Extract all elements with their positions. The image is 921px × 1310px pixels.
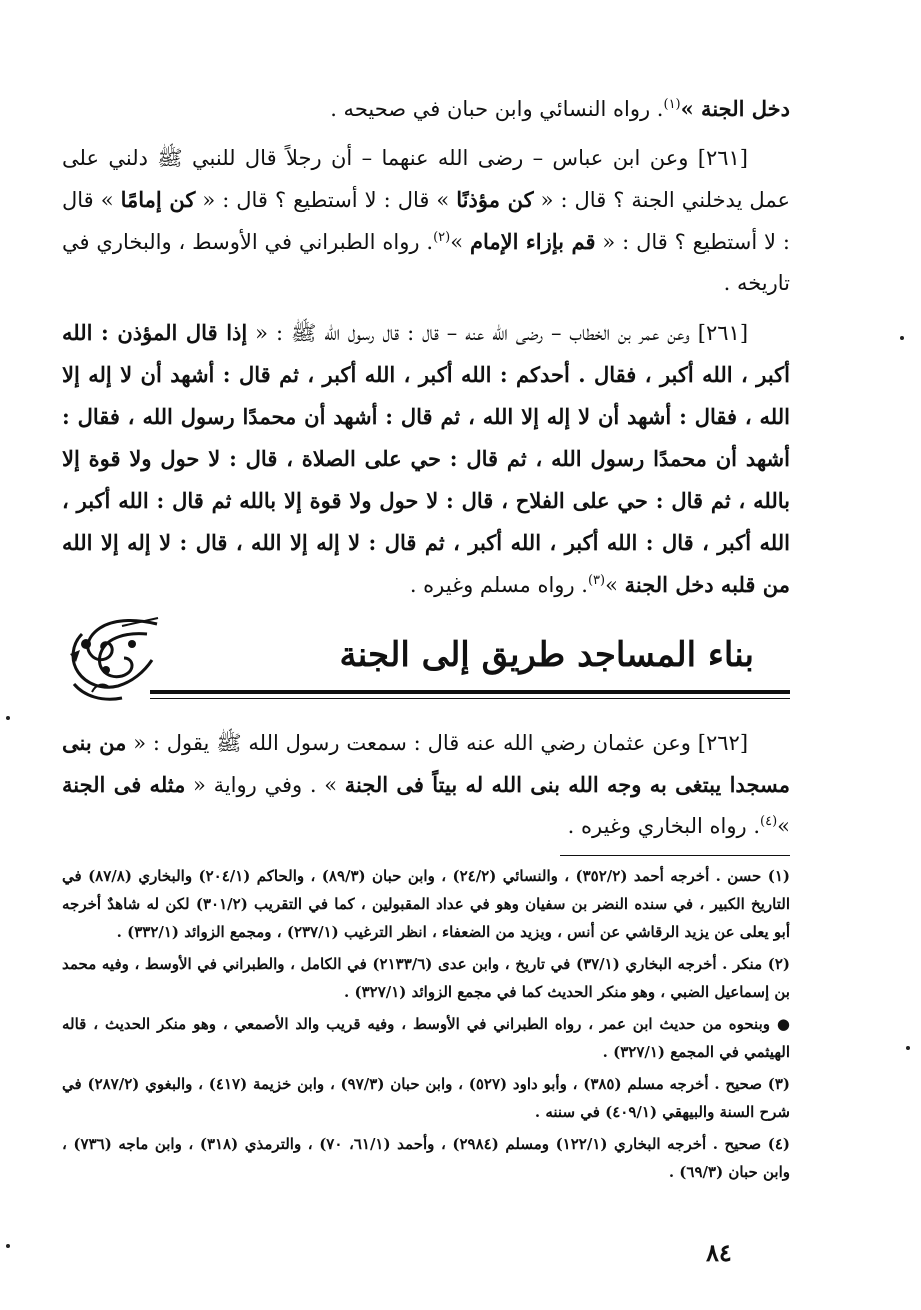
bold-text: مثله فى الجنة xyxy=(62,772,186,797)
section-heading xyxy=(62,612,790,708)
bold-text: قم بإزاء الإمام xyxy=(469,229,596,254)
footnote-ref[interactable]: (٣) xyxy=(587,573,606,588)
section-title: بناء المساجد طريق إلى الجنة xyxy=(339,635,754,675)
footnotes xyxy=(62,862,790,1186)
bold-text: كن إمامًا xyxy=(120,187,196,212)
text: . رواه مسلم وغيره . xyxy=(409,573,588,597)
hadith-261b xyxy=(62,312,790,606)
text: . رواه الطبراني في الأوسط ، والبخاري في تاريخه . xyxy=(62,230,790,295)
bold-text: كن مؤذنًا xyxy=(456,187,534,212)
text: » قال : لا أستطيع ؟ قال : « xyxy=(195,188,457,212)
heading-rule xyxy=(150,690,790,694)
text: » xyxy=(450,230,470,254)
text: . رواه النسائي وابن حبان في صحيحه . xyxy=(330,97,664,121)
hadith-262 xyxy=(62,722,790,847)
text: . رواه البخاري وغيره . xyxy=(567,814,760,838)
bold-text: من بنى مسجدا يبتغى به وجه الله بنى الله له بيتاً فى الجنة xyxy=(62,730,790,797)
text: » xyxy=(777,814,790,838)
footnote-1: (١) حسن . أخرجه أحمد (٣٥٢/٢) ، والنسائي (٢٤/٢) ، وابن حبان (٨٩/٣) ، والحاكم (٢٠٤/١) والبخاري (٨٧/٨) في التاريخ الكبير ، في سنده النضر بن سفيان وهو في عداد المقبولين ، كما في التقريب (٣٠١/٢) لكن له شاهدٌ أخرجه أبو يعلى عن يزيد الرقاشي عن أنس ، ويزيد من الضعفاء ، انظر الترغيب (٢٣٧/١) ، ومجمع الزوائد (٣٣٢/١) . xyxy=(62,867,790,941)
scan-speck xyxy=(906,1046,910,1050)
scan-speck xyxy=(6,716,10,720)
footnote-4: (٤) صحيح . أخرجه البخاري (١٢٢/١) ومسلم (٢٩٨٤) ، وأحمد (٦١/١، ٧٠) ، والترمذي (٣١٨) ، وابن ماجه (٧٣٦) ، وابن حبان (٦٩/٣) . xyxy=(62,1135,790,1181)
heading-rule-thin xyxy=(150,698,790,699)
text: [٢٦٢] وعن عثمان رضي الله عنه قال : سمعت رسول الله ﷺ يقول : « xyxy=(126,731,749,755)
ornament-icon xyxy=(62,614,162,704)
footnote-ref[interactable]: (١) xyxy=(663,97,681,112)
text: » . وفي رواية « xyxy=(185,773,345,797)
page-number: ٨٤ xyxy=(706,1238,732,1267)
footnote-2-extra: ● وبنحوه من حديث ابن عمر ، رواه الطبراني في الأوسط ، وفيه قريب والد الأصمعي ، وهو منكر الحديث ، قاله الهيثمي في المجمع (٣٢٧/١) . xyxy=(62,1015,790,1061)
footnote-separator xyxy=(560,855,790,856)
hadith-261a xyxy=(62,138,790,304)
paragraph-1 xyxy=(62,88,790,130)
bold-text: إذا قال المؤذن : الله أكبر ، الله أكبر ، فقال . أحدكم : الله أكبر ، الله أكبر ، ثم قال : أشهد أن لا إله إلا الله ، فقال : أشهد أن لا إله إلا الله ، ثم قال : أشهد أن محمدًا رسول الله ، فقال : أشهد أن محمدًا رسول الله ، ثم قال : حي على الصلاة ، قال : لا حول ولا قوة إلا بالله ، ثم قال : حي على الفلاح ، قال : لا حول ولا قوة إلا بالله ثم قال : الله أكبر ، الله أكبر ، قال : الله أكبر ، الله أكبر ، ثم قال : لا إله إلا الله ، قال : لا إله إلا الله من قلبه دخل الجنة xyxy=(62,320,790,597)
page-body xyxy=(62,88,790,1190)
text: [٢٦١] وعن ابن عباس – رضى الله عنهما – أن رجلاً قال للنبي ﷺ دلني على عمل يدخلني الجنة ؟ قال : « xyxy=(62,146,790,212)
scan-speck xyxy=(900,336,904,340)
footnote-ref[interactable]: (٢) xyxy=(433,230,451,245)
footnote-ref[interactable]: (٤) xyxy=(760,814,778,829)
footnote-2: (٢) منكر . أخرجه البخاري (٣٧/١) في تاريخ ، وابن عدى (٢١٣٣/٦) في الكامل ، والطبراني في الأوسط ، وفيه محمد بن إسماعيل الضبي ، وهو منكر الحديث كما في مجمع الزوائد (٣٢٧/١) . xyxy=(62,955,790,1001)
text: [٢٦١] وعن عمر بن الخطاب – رضى الله عنه – قال : قال رسول الله ﷺ : « xyxy=(247,321,749,345)
text: » xyxy=(605,573,625,597)
bold-text: دخل الجنة » xyxy=(680,96,790,121)
scan-speck xyxy=(6,1244,10,1248)
text: » قال : لا أستطيع ؟ قال : « xyxy=(62,188,790,254)
footnote-3: (٣) صحيح . أخرجه مسلم (٣٨٥) ، وأبو داود (٥٢٧) ، وابن حبان (٩٧/٣) ، وابن خزيمة (٤١٧) ، والبغوي (٢٨٧/٢) في شرح السنة والبيهقي (٤٠٩/١) في سننه . xyxy=(62,1075,790,1121)
